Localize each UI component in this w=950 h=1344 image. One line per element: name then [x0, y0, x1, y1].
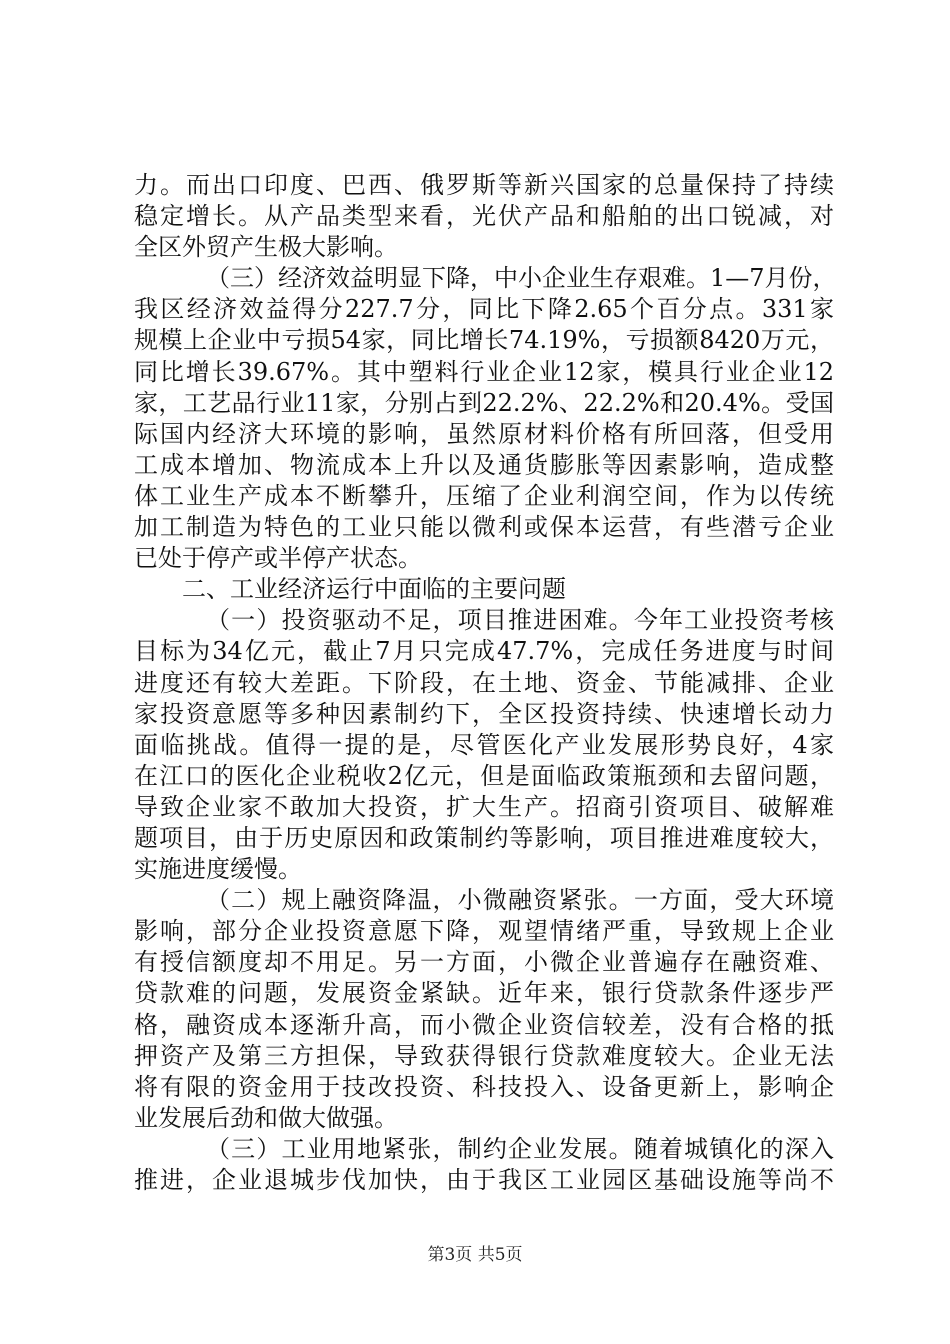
text-line: 推进，企业退城步伐加快，由于我区工业园区基础设施等尚不 [134, 1166, 834, 1194]
text-line: 目标为34亿元，截止7月只完成47.7%，完成任务进度与时间 [134, 637, 834, 666]
body-text [134, 170, 837, 1196]
text-line: 有授信额度却不用足。另一方面，小微企业普遍存在融资难、 [134, 948, 834, 977]
text-line: 题项目，由于历史原因和政策制约等影响，项目推进难度较大， [134, 823, 834, 852]
text-line: 际国内经济大环境的影响，虽然原材料价格有所回落，但受用 [134, 419, 834, 448]
text-line: 进度还有较大差距。下阶段，在土地、资金、节能减排、企业 [134, 668, 834, 697]
text-line: 影响，部分企业投资意愿下降，观望情绪严重，导致规上企业 [134, 917, 834, 946]
text-line: （三）经济效益明显下降，中小企业生存艰难。1—7月份， [206, 264, 837, 293]
text-line: 家投资意愿等多种因素制约下，全区投资持续、快速增长动力 [134, 699, 834, 728]
text-line: 同比增长39.67%。其中塑料行业企业12家，模具行业企业12 [134, 357, 834, 386]
text-line: 押资产及第三方担保，导致获得银行贷款难度较大。企业无法 [134, 1041, 834, 1070]
text-line: 在江口的医化企业税收2亿元，但是面临政策瓶颈和去留问题， [134, 761, 834, 790]
text-line: 贷款难的问题，发展资金紧缺。近年来，银行贷款条件逐步严 [134, 979, 834, 1008]
page-footer: 第3页 共5页 [427, 1245, 523, 1265]
text-line: 实施进度缓慢。 [134, 855, 302, 884]
text-line: 面临挑战。值得一提的是，尽管医化产业发展形势良好，4家 [134, 730, 834, 759]
text-line: 全区外贸产生极大影响。 [134, 233, 398, 262]
text-line: 导致企业家不敢加大投资，扩大生产。招商引资项目、破解难 [134, 792, 834, 821]
text-line: 加工制造为特色的工业只能以微利或保本运营，有些潜亏企业 [134, 513, 834, 542]
text-line: 家，工艺品行业11家，分别占到22.2%、22.2%和20.4%。受国 [134, 388, 834, 417]
text-line: 将有限的资金用于技改投资、科技投入、设备更新上，影响企 [134, 1072, 834, 1101]
text-line: 体工业生产成本不断攀升，压缩了企业利润空间，作为以传统 [134, 481, 834, 510]
text-line: 我区经济效益得分227.7分，同比下降2.65个百分点。331家 [134, 295, 834, 324]
text-line: 已处于停产或半停产状态。 [134, 544, 422, 573]
text-line: （三）工业用地紧张，制约企业发展。随着城镇化的深入 [206, 1134, 834, 1163]
text-line: （二）规上融资降温，小微融资紧张。一方面，受大环境 [206, 886, 834, 915]
text-line: 稳定增长。从产品类型来看，光伏产品和船舶的出口锐减，对 [134, 202, 834, 231]
text-line: （一）投资驱动不足，项目推进困难。今年工业投资考核 [206, 606, 834, 635]
text-line: 力。而出口印度、巴西、俄罗斯等新兴国家的总量保持了持续 [134, 171, 834, 199]
text-line: 工成本增加、物流成本上升以及通货膨胀等因素影响，造成整 [134, 450, 834, 479]
text-line: 规模上企业中亏损54家，同比增长74.19%，亏损额8420万元， [134, 326, 834, 355]
text-line: 格，融资成本逐渐升高，而小微企业资信较差，没有合格的抵 [134, 1010, 834, 1039]
text-line: 二、工业经济运行中面临的主要问题 [182, 575, 566, 604]
text-line: 业发展后劲和做大做强。 [134, 1103, 398, 1132]
